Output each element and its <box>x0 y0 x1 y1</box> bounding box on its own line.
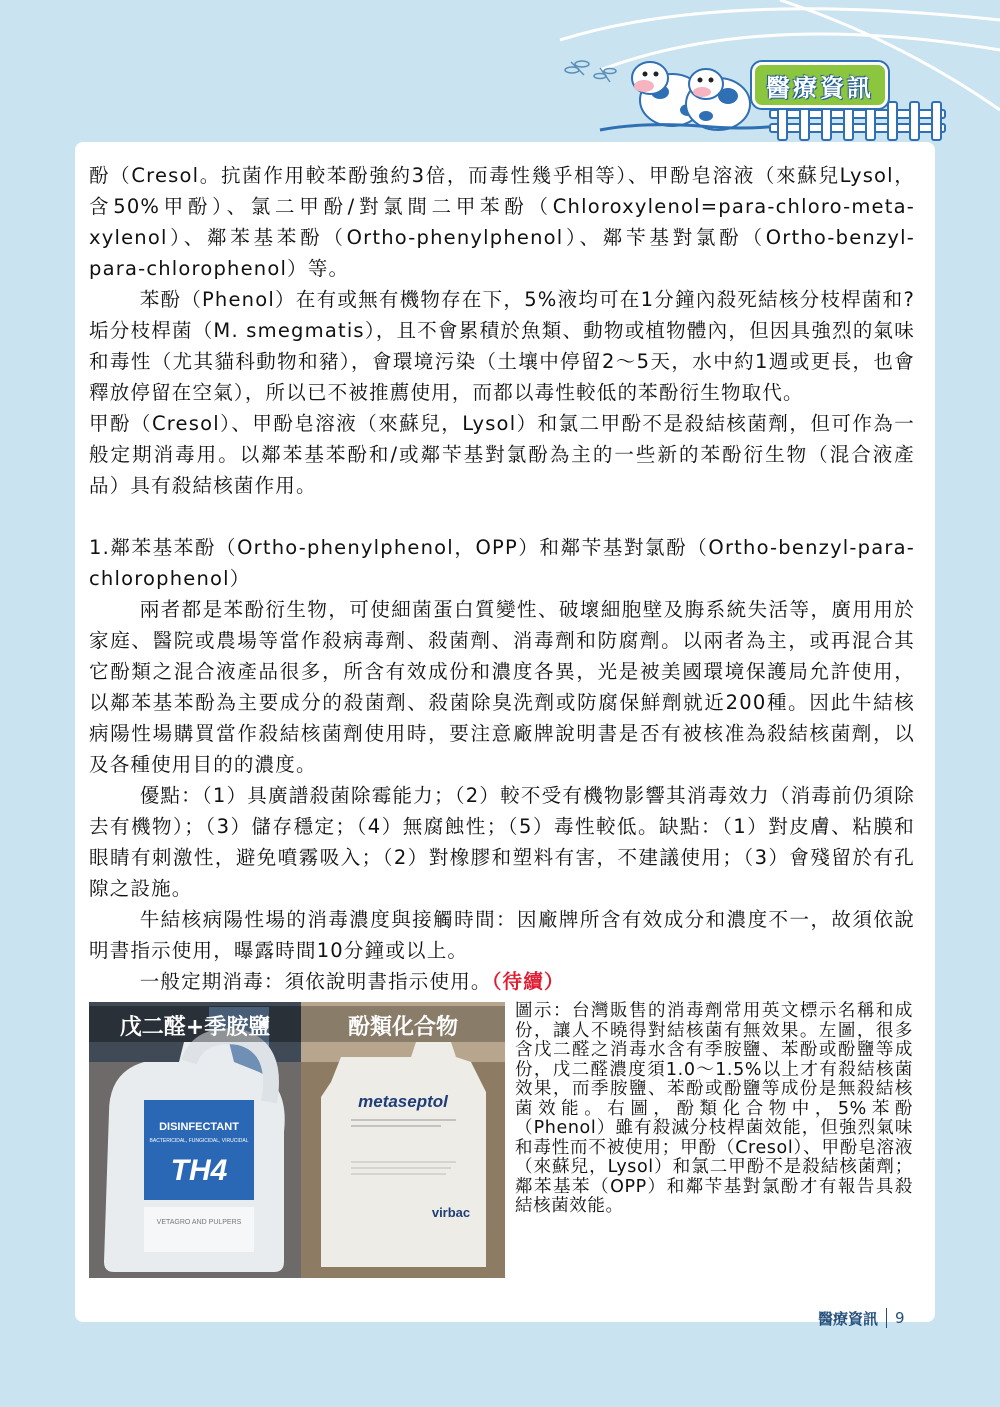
footer-section: 醫療資訊 <box>818 1309 879 1328</box>
paragraph-7-text: 一般定期消毒：須依說明書指示使用。 <box>139 970 492 993</box>
bottle-logo: TH4 <box>170 1154 228 1187</box>
paragraph-6: 牛結核病陽性場的消毒濃度與接觸時間：因廠牌所含有效成分和濃度不一，故須依說明書指示使用，曝露時間10分鐘或以上。 <box>89 908 915 962</box>
paragraph-2: 苯酚（Phenol）在有或無有機物存在下，5%液均可在1分鐘內殺死結核分枝桿菌和?垢分枝桿菌（M. smegmatis），且不會累積於魚類、動物或植物體內，但因具強烈的氣味和毒性（尤其貓科動物和豬），會環境污染（土壤中停留2～5天，水中約1週或更長，也會釋放停留在空氣），所以已不被推薦使用，而都以毒性較低的苯酚衍生物取代。 <box>89 288 915 404</box>
product-brand: metaseptol <box>358 1092 448 1111</box>
photo-left <box>89 1002 301 1278</box>
to-be-continued: （待續） <box>491 970 565 993</box>
paragraph-3: 甲酚（Cresol）、甲酚皂溶液（來蘇兒，Lysol）和氯二甲酚不是殺結核菌劑，但可作為一般定期消毒用。以鄰苯基苯酚和/或鄰苄基對氯酚為主的一些新的苯酚衍生物（混合液產品）具有殺結核菌作用。 <box>89 412 915 497</box>
bottle-title: DISINFECTANT <box>159 1121 239 1133</box>
page-footer <box>818 1305 905 1331</box>
page-number: 9 <box>895 1309 905 1327</box>
product-maker: virbac <box>431 1205 471 1220</box>
figure-caption: 圖示：台灣販售的消毒劑常用英文標示名稱和成份，讓人不曉得對結核菌有無效果。左圖，很多含戊二醛之消毒水含有季胺鹽、苯酚或酚鹽等成份，戊二醛濃度須1.0～1.5%以上才有殺結核菌效果，而季胺鹽、苯酚或酚鹽等成份是無殺結核菌效能。右圖，酚類化合物中，5%苯酚（Phenol）雖有殺滅分枝桿菌效能，但強烈氣味和毒性而不被使用；甲酚（Cresol）、甲酚皂溶液（來蘇兒，Lysol）和氯二甲酚不是殺結核菌劑；鄰苯基苯（OPP）和鄰苄基對氯酚才有報告具殺結核菌效能。 <box>515 1001 913 1216</box>
paragraph-7 <box>89 966 915 997</box>
article-body <box>89 160 915 997</box>
paragraph-5: 優點：（1）具廣譜殺菌除霉能力；（2）較不受有機物影響其消毒效力（消毒前仍須除去有機物）；（3）儲存穩定；（4）無腐蝕性；（5）毒性較低。缺點：（1）對皮膚、粘膜和眼睛有刺激性，避免噴霧吸入；（2）對橡膠和塑料有害，不建議使用；（3）會殘留於有孔隙之設施。 <box>89 784 915 900</box>
photo-left-label: 戊二醛+季胺鹽 <box>119 1015 271 1040</box>
paragraph-4: 兩者都是苯酚衍生物，可使細菌蛋白質變性、破壞細胞壁及脢系統失活等，廣用用於家庭、醫院或農場等當作殺病毒劑、殺菌劑、消毒劑和防腐劑。以兩者為主，或再混合其它酚類之混合液產品很多，所含有效成份和濃度各異，光是被美國環境保護局允許使用，以鄰苯基苯酚為主要成分的殺菌劑、殺菌除臭洗劑或防腐保鮮劑就近200種。因此牛結核病陽性場購買當作殺結核菌劑使用時，要注意廠牌說明書是否有被核准為殺結核菌劑，以及各種使用目的的濃度。 <box>89 598 915 776</box>
bottle-maker: VETAGRO AND PULPERS <box>156 1219 242 1226</box>
paragraph-1: 酚（Cresol。抗菌作用較苯酚強約3倍，而毒性幾乎相等）、甲酚皂溶液（來蘇兒Lysol，含50%甲酚）、氯二甲酚/對氯間二甲苯酚（Chloroxylenol=para-chloro-meta-xylenol）、鄰苯基苯酚（Ortho-phenylphenol）、鄰苄基對氯酚（Ortho-benzyl-para-chlorophenol）等。 <box>89 164 915 280</box>
footer-divider <box>886 1308 887 1328</box>
photo-right-label: 酚類化合物 <box>347 1015 459 1040</box>
photo-right <box>301 1002 505 1278</box>
section-heading-1: 1.鄰苯基苯酚（Ortho-phenylphenol，OPP）和鄰苄基對氯酚（Ortho-benzyl-para- chlorophenol） <box>89 536 915 590</box>
bottle-subtitle: BACTERICIDAL, FUNGICIDAL, VIRUCIDAL <box>149 1138 249 1144</box>
section-badge: 醫療資訊 <box>752 62 888 108</box>
